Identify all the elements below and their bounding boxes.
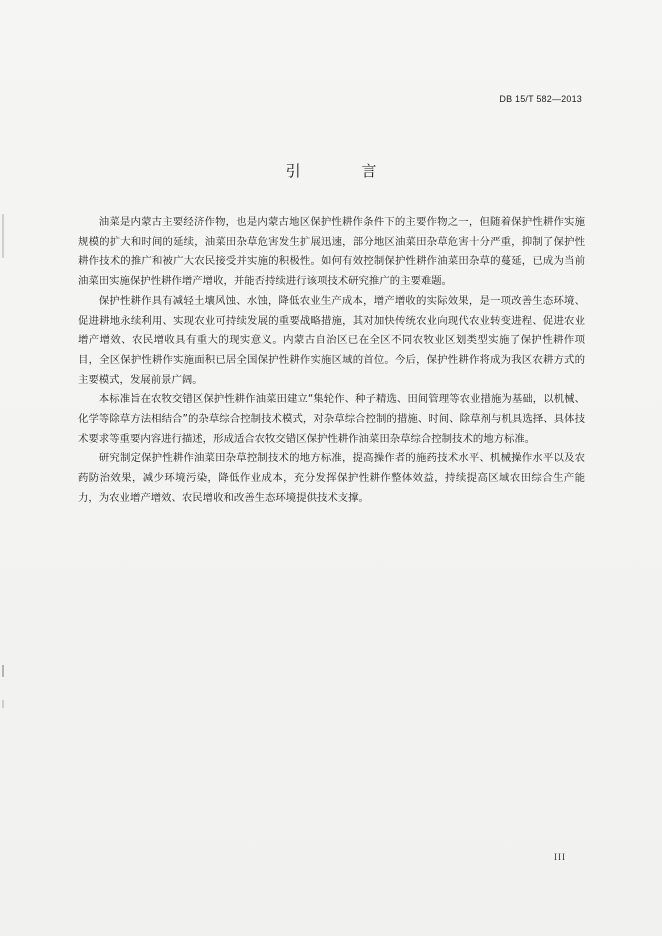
paragraph-1: 油菜是内蒙古主要经济作物，也是内蒙古地区保护性耕作条件下的主要作物之一，但随着保护性耕作实施规模的扩大和时间的延续，油菜田杂草危害发生扩展迅速，部分地区油菜田杂草危害十分严重，抑制了保护性耕作技术的推广和被广大农民接受并实施的积极性。如何有效控制保护性耕作油菜田杂草的蔓延，已成为当前油菜田实施保护性耕作增产增收，并能否持续进行该项技术研究推广的主要难题。	[78, 216, 585, 288]
paragraph-2: 保护性耕作具有减轻土壤风蚀、水蚀，降低农业生产成本，增产增收的实际效果，是一项改善生态环境、促进耕地永续利用、实现农业可持续发展的重要战略措施，其对加快传统农业向现代农业转变进程、促进农业增产增效、农民增收具有重大的现实意义。内蒙古自治区已在全区不同农牧业区划类型实施了保护性耕作项目，全区保护性耕作实施面积已居全国保护性耕作实施区域的首位。今后，保护性耕作将成为我区农耕方式的主要模式，发展前景广阔。	[78, 294, 585, 386]
paragraph-4: 研究制定保护性耕作油菜田杂草控制技术的地方标准，提高操作者的施药技术水平、机械操作水平以及农药防治效果，减少环境污染，降低作业成本，充分发挥保护性耕作整体效益，持续提高区域农田综合生产能力，为农业增产增效、农民增收和改善生态环境提供技术支撑。	[78, 452, 585, 504]
page-number: III	[554, 852, 566, 862]
document-code: DB 15/T 582—2013	[499, 94, 582, 104]
scan-edge-mark	[2, 700, 4, 708]
scan-edge-mark	[2, 214, 4, 258]
body-text	[78, 213, 585, 509]
section-title: 引 言	[285, 162, 405, 180]
paragraph-3: 本标准旨在农牧交错区保护性耕作油菜田建立“集轮作、种子精选、田间管理等农业措施为基础，以机械、化学等除草方法相结合”的杂草综合控制技术模式，对杂草综合控制的措施、时间、除草剂与机具选择、具体技术要求等重要内容进行描述，形成适合农牧交错区保护性耕作油菜田杂草综合控制技术的地方标准。	[78, 393, 585, 445]
scan-edge-mark	[2, 665, 4, 677]
